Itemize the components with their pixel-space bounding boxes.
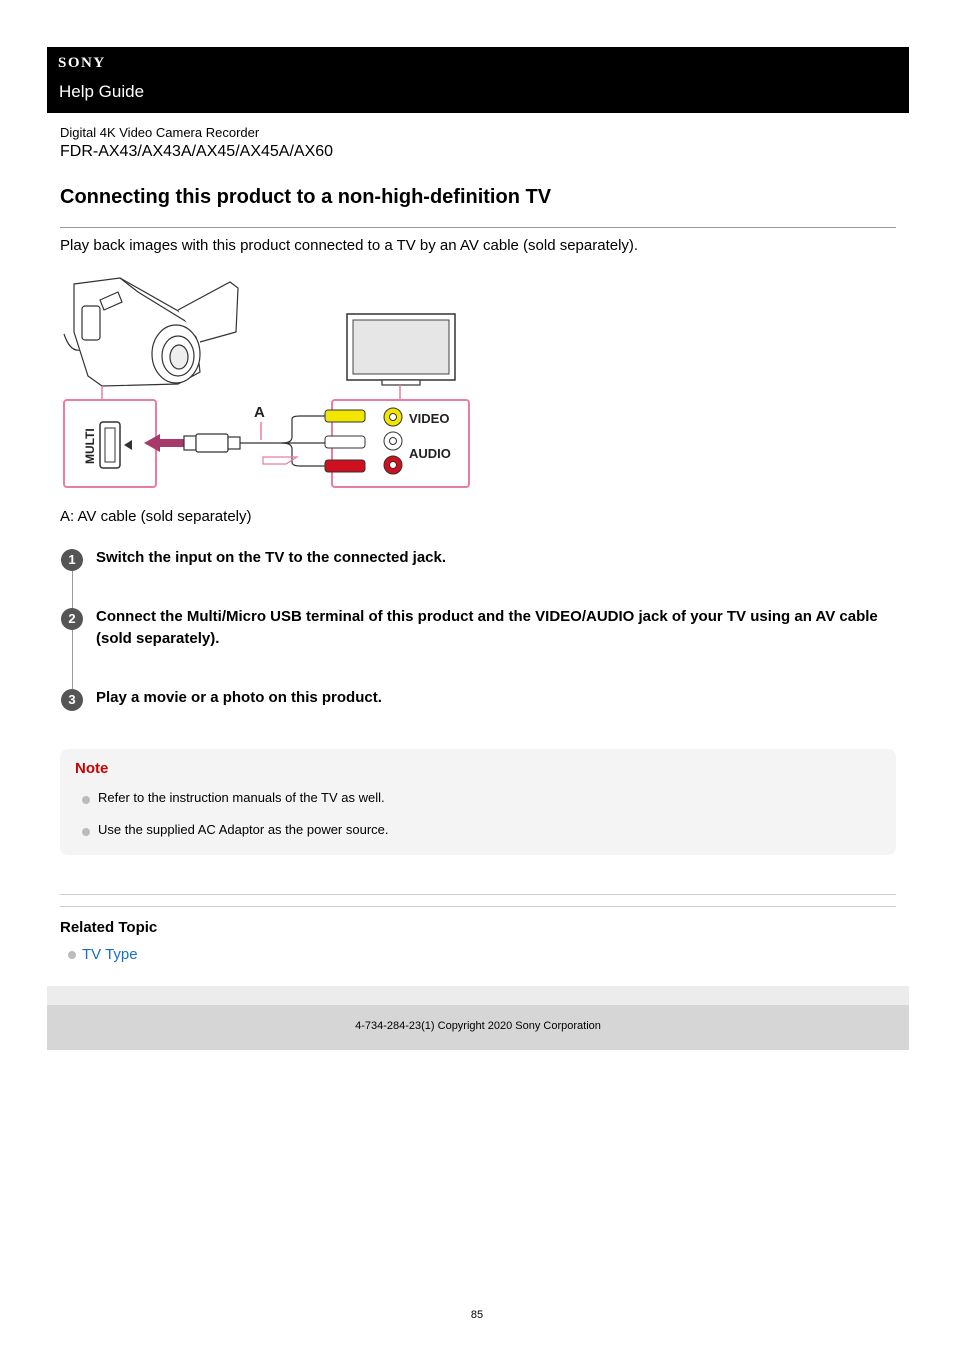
step-number: 1 bbox=[61, 549, 83, 571]
audio-label: AUDIO bbox=[409, 446, 451, 461]
av-jack-callout bbox=[325, 400, 469, 487]
sony-logo: SONY bbox=[58, 55, 106, 71]
step-number: 2 bbox=[61, 608, 83, 630]
connection-illustration bbox=[60, 272, 480, 497]
note-box bbox=[60, 749, 896, 855]
header-bar bbox=[47, 47, 909, 113]
video-label: VIDEO bbox=[409, 411, 450, 426]
footer-band bbox=[47, 986, 909, 1005]
bullet-icon bbox=[68, 951, 76, 959]
step-number: 3 bbox=[61, 689, 83, 711]
av-cable bbox=[184, 416, 328, 466]
page-number: 85 bbox=[470, 1309, 484, 1321]
section-divider bbox=[60, 906, 896, 907]
multi-terminal-callout bbox=[64, 400, 156, 487]
multi-label: MULTI bbox=[83, 428, 97, 464]
bullet-icon bbox=[82, 828, 90, 836]
intro-text: Play back images with this product connected to a TV by an AV cable (sold separately). bbox=[60, 237, 639, 254]
page-title: Connecting this product to a non-high-definition TV bbox=[60, 186, 552, 208]
help-guide-label: Help Guide bbox=[59, 82, 145, 101]
bullet-icon bbox=[82, 796, 90, 804]
audio-left-plug-icon bbox=[325, 436, 365, 448]
camcorder-icon bbox=[64, 278, 238, 386]
related-link-tv-type[interactable]: TV Type bbox=[82, 946, 138, 963]
video-plug-icon bbox=[325, 410, 365, 422]
product-models: FDR-AX43/AX43A/AX45/AX45A/AX60 bbox=[60, 143, 334, 160]
note-title: Note bbox=[75, 760, 109, 777]
footer bbox=[47, 1005, 909, 1050]
step-text: Switch the input on the TV to the connected jack. bbox=[96, 549, 447, 566]
product-type: Digital 4K Video Camera Recorder bbox=[60, 125, 260, 140]
note-item: Use the supplied AC Adaptor as the power source. bbox=[98, 822, 389, 837]
figure-caption: A: AV cable (sold separately) bbox=[60, 508, 252, 525]
note-item: Refer to the instruction manuals of the TV as well. bbox=[98, 790, 385, 805]
tv-icon bbox=[347, 314, 455, 385]
cable-label-a: A bbox=[254, 404, 265, 421]
copyright-text: 4-734-284-23(1) Copyright 2020 Sony Corporation bbox=[355, 1020, 601, 1032]
section-divider bbox=[60, 894, 896, 895]
related-topic-title: Related Topic bbox=[60, 919, 158, 936]
title-divider bbox=[60, 227, 896, 228]
step-text: Play a movie or a photo on this product. bbox=[96, 689, 382, 706]
step-text: Connect the Multi/Micro USB terminal of this product and the VIDEO/AUDIO jack of your TV using an AV cable (sold separately). bbox=[96, 608, 878, 647]
audio-right-plug-icon bbox=[325, 460, 365, 472]
